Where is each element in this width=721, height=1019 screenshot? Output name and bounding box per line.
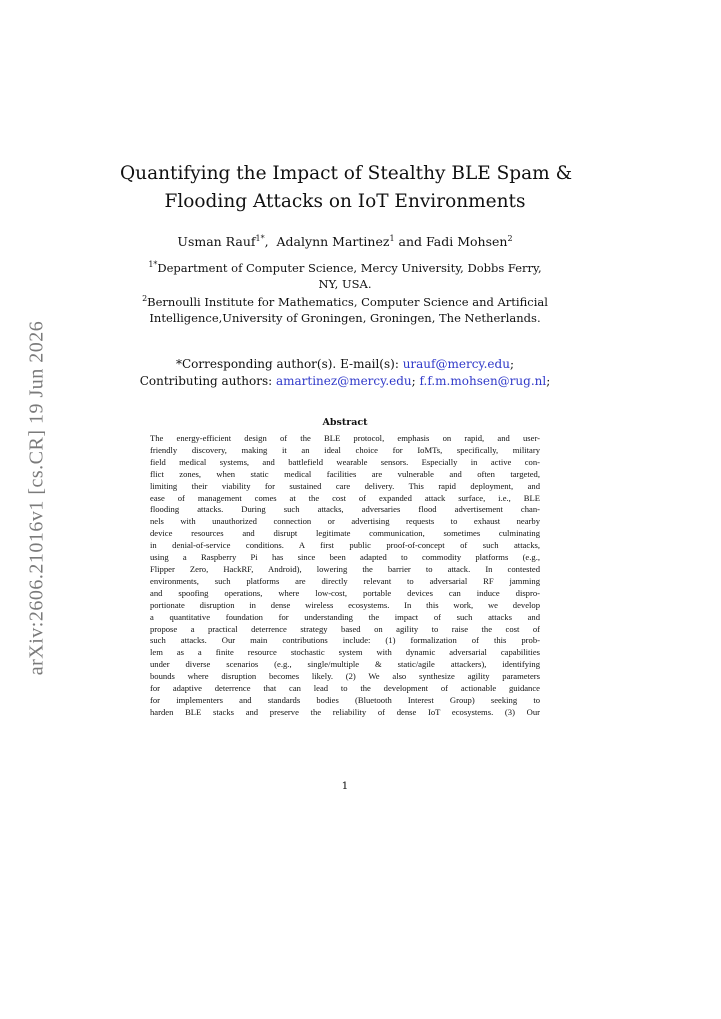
abstract-line: for adaptive deterrence that can lead to the development of actionable guidance xyxy=(150,683,540,694)
author-1: Usman Rauf xyxy=(177,234,256,249)
abstract-line: flict zones, when static medical facilities are vulnerable and often targeted, xyxy=(150,468,540,479)
author-3-mark: 2 xyxy=(507,234,513,243)
author-2-mark: 1 xyxy=(389,234,395,243)
affiliation-1 xyxy=(120,260,570,292)
abstract-line: in denial-of-service conditions. A first public proof-of-concept of such attacks, xyxy=(150,540,540,551)
abstract-line: Flipper Zero, HackRF, Android), lowering the barrier to attack. In contested xyxy=(150,563,540,574)
correspondence-suffix: ; xyxy=(509,357,514,371)
abstract-heading: Abstract xyxy=(322,417,368,428)
title-line-1: Quantifying the Impact of Stealthy BLE Spam & xyxy=(120,163,573,184)
author-separator-1: , xyxy=(264,234,277,249)
contributing-suffix: ; xyxy=(546,374,551,388)
author-3: Fadi Mohsen xyxy=(425,234,508,249)
abstract-line: field medical systems, and battlefield wearable sensors. Especially in active con- xyxy=(150,456,540,467)
abstract-body xyxy=(150,433,540,719)
contributing-prefix: Contributing authors: xyxy=(139,374,276,388)
contributing-separator: ; xyxy=(411,374,420,388)
paper-title xyxy=(120,160,573,216)
contributing-email-link-2[interactable]: f.f.m.mohsen@rug.nl xyxy=(419,374,547,388)
abstract-line: flooding attacks. During such attacks, adversaries flood advertisement chan- xyxy=(150,504,540,515)
corresponding-email-link[interactable]: urauf@mercy.edu xyxy=(402,357,510,371)
abstract-line: environments, such platforms are directly relevant to adversarial RF jamming xyxy=(150,575,540,586)
abstract-line: portionate disruption in dense wireless ecosystems. In this work, we develop xyxy=(150,599,540,610)
author-separator-2: and xyxy=(394,234,426,249)
abstract-line: ease of management comes at the cost of expanded attack surface, i.e., BLE xyxy=(150,492,540,503)
abstract-line: device resources and disrupt legitimate communication, sometimes culminating xyxy=(150,528,540,539)
abstract-line: The energy-efficient design of the BLE protocol, emphasis on rapid, and user- xyxy=(150,433,540,443)
affiliation-2-line-2: Intelligence,University of Groningen, Groningen, The Netherlands. xyxy=(149,311,541,325)
abstract-line: such attacks. Our main contributions include: (1) formalization of this prob- xyxy=(150,635,540,646)
contributing-email-link-1[interactable]: amartinez@mercy.edu xyxy=(275,374,412,388)
affiliation-1-mark: 1* xyxy=(148,260,158,269)
affiliation-2-line-1: Bernoulli Institute for Mathematics, Computer Science and Artificial xyxy=(147,295,548,309)
affiliation-1-line-1: Department of Computer Science, Mercy University, Dobbs Ferry, xyxy=(157,261,542,275)
arxiv-stamp-text: arXiv:2606.21016v1 [cs.CR] 19 Jun 2026 xyxy=(25,320,48,676)
abstract-line: nels with unauthorized connection or advertising requests to exhaust nearby xyxy=(150,516,540,527)
abstract-line: friendly discovery, making it an ideal choice for IoMTs, specifically, military xyxy=(150,444,540,455)
author-2: Adalynn Martinez xyxy=(276,234,390,249)
correspondence-prefix: *Corresponding author(s). E-mail(s): xyxy=(176,357,403,371)
abstract-line: lem as a finite resource stochastic system with dynamic adversarial capabilities xyxy=(150,647,540,658)
abstract-line: using a Raspberry Pi has since been adapted to commodity platforms (e.g., xyxy=(150,552,540,563)
correspondence-block xyxy=(120,356,570,390)
page-number: 1 xyxy=(341,780,349,792)
abstract-line: a quantitative foundation for understanding the impact of such attacks and xyxy=(150,611,540,622)
abstract-line: under diverse scenarios (e.g., single/multiple & static/agile attackers), identifying xyxy=(150,659,540,670)
affiliation-2 xyxy=(120,294,570,326)
abstract-line: propose a practical deterrence strategy based on agility to raise the cost of xyxy=(150,623,540,634)
affiliation-1-line-2: NY, USA. xyxy=(318,277,372,291)
author-list xyxy=(120,234,570,250)
abstract-line: bounds where disruption becomes likely. (2) We also synthesize agility parameters xyxy=(150,671,540,682)
abstract-line: and spoofing operations, where low-cost, portable devices can induce dispro- xyxy=(150,587,540,598)
affiliation-2-mark: 2 xyxy=(142,294,148,303)
title-line-2: Flooding Attacks on IoT Environments xyxy=(164,191,526,212)
author-1-mark: 1* xyxy=(255,234,265,243)
abstract-line: for implementers and standards bodies (Bluetooth Interest Group) seeking to xyxy=(150,694,540,705)
abstract-line: harden BLE stacks and preserve the reliability of dense IoT ecosystems. (3) Our xyxy=(150,706,540,717)
abstract-line: limiting their viability for sustained care delivery. This rapid deployment, and xyxy=(150,480,540,491)
